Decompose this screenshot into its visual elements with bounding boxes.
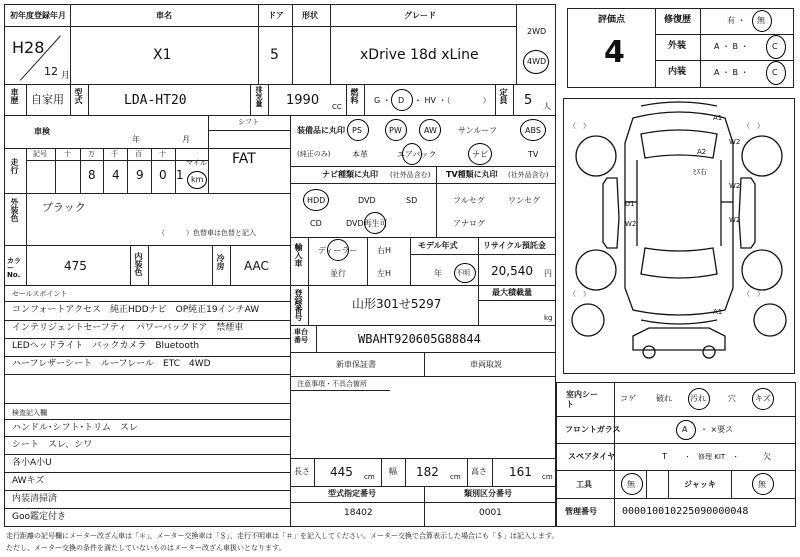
rear-window-top	[641, 248, 717, 278]
front-bumper	[641, 102, 717, 106]
length-label: 長さ	[294, 467, 310, 476]
max-load-label: 最大積載量	[492, 288, 532, 297]
mileage-col-juu: 十	[159, 150, 166, 158]
navi-sd: SD	[406, 196, 418, 205]
length-value: 445	[330, 465, 353, 479]
new-warranty-label: 新車保証書	[336, 360, 376, 369]
inspection-month: 月	[182, 135, 190, 144]
jack-value: 無	[758, 480, 766, 489]
selling-point-4: ハーフレザーシート ルーフレール ETC 4WD	[12, 359, 211, 369]
width-label: 幅	[389, 467, 397, 476]
fuel-label: 燃料	[350, 88, 359, 104]
equip-pw: PW	[389, 126, 402, 135]
mgmt-label: 管理番号	[565, 507, 597, 516]
tire-front-left	[576, 136, 616, 176]
score-value: 4	[604, 35, 625, 70]
windshield-label: フロントガラス	[565, 425, 621, 434]
drive-2wd: 2WD	[527, 27, 547, 36]
tv-analog: アナログ	[453, 219, 485, 228]
damage-a2: A2	[697, 148, 707, 156]
import-parallel: 並行	[330, 269, 346, 278]
exterior-options: A ・ B ・	[714, 42, 749, 51]
max-load-unit: kg	[544, 314, 553, 322]
height-unit: cm	[542, 473, 553, 481]
tv-fullseg: フルセグ	[453, 196, 485, 205]
first-reg-month: 12	[44, 65, 58, 78]
mileage-label: 走行	[10, 158, 19, 174]
width-unit: cm	[450, 473, 461, 481]
interior-options: A ・ B ・	[714, 68, 749, 77]
length-unit: cm	[364, 473, 375, 481]
model-year-label: モデル年式	[418, 241, 458, 250]
recycle-unit: 円	[544, 269, 552, 278]
reg-no-value: 山形301せ5297	[352, 297, 442, 311]
fuel-d: D	[398, 96, 405, 105]
inspection-label: 車検	[34, 127, 50, 136]
mileage-col-hyaku: 百	[135, 150, 142, 158]
seat-kizu: キズ	[755, 394, 771, 403]
chassis-label: 車台番号	[294, 328, 308, 345]
color-note: （ ）色替車は色替と記入	[158, 229, 256, 237]
notes-label: 注意事項・不具合箇所	[297, 380, 367, 388]
tire-paren-fr: （ ）	[743, 122, 764, 130]
model-label: 型式	[74, 88, 83, 104]
inspection-year: 年	[132, 135, 140, 144]
equip-leather: 本革	[352, 150, 368, 159]
equip-tv: TV	[528, 150, 539, 159]
side-left	[603, 178, 619, 248]
inspector-line-3: 各小A小U	[12, 458, 52, 468]
seat-yogore: 汚れ	[690, 394, 706, 403]
chassis-value: WBAHT920605G88844	[358, 332, 481, 346]
drive-4wd: 4WD	[527, 57, 547, 66]
inspector-line-6: Goo鑑定付き	[12, 512, 66, 522]
selling-point-2: インテリジェントセーフティ パワーバックドア 禁煙車	[12, 323, 244, 333]
mileage-digit-4: 0	[159, 168, 167, 182]
damage-w2-a: W2	[729, 138, 741, 146]
history-label: 車歴	[10, 88, 19, 104]
equip-airbag: エアバック	[397, 150, 437, 159]
grade-label: グレード	[404, 11, 436, 20]
repair-selected: 無	[757, 16, 765, 25]
color-value: ブラック	[42, 201, 86, 214]
navi-cd: CD	[310, 219, 322, 228]
damage-w2-c: W2	[729, 216, 741, 224]
tv-type-label: TV種類に丸印	[446, 170, 498, 179]
equip-ps: PS	[352, 126, 362, 135]
mileage-digit-5: 1	[176, 168, 184, 182]
damage-a1-front: A1	[713, 114, 723, 122]
inspector-label: 検査記入欄	[12, 409, 47, 417]
navi-type-label: ナビ種類に丸印	[322, 170, 378, 179]
interior-color-label: 内装色	[134, 252, 143, 276]
ac-label: 冷房	[216, 254, 225, 270]
mileage-digit-1: 8	[88, 168, 96, 182]
fuel-g: G ・	[374, 96, 391, 105]
grade-value: xDrive 18d xLine	[360, 47, 479, 63]
equip-sunroof: サンルーフ	[458, 126, 497, 135]
repair-label: 修復歴	[664, 15, 692, 25]
fuel-rest: ・ HV ・（ ）	[414, 96, 491, 105]
height-label: 高さ	[471, 467, 487, 476]
inspector-line-2: シート スレ、シワ	[12, 440, 93, 450]
color-label: 外装色	[10, 198, 19, 222]
capacity-value: 5	[524, 93, 533, 108]
windshield-rest: ・ ×要ス	[700, 425, 734, 434]
door-label: ドア	[268, 11, 284, 20]
repair-options: 有 ・	[727, 16, 746, 25]
tire-paren-rr: （ ）	[743, 290, 764, 298]
history-value: 自家用	[31, 93, 64, 106]
door-value: 5	[270, 47, 279, 63]
damage-w2-b: W2	[729, 182, 741, 190]
shape-label: 形状	[302, 11, 318, 20]
navi-dvd: DVD	[358, 196, 376, 205]
interior-selected: C	[772, 68, 778, 77]
body-top	[625, 112, 733, 315]
exterior-selected: C	[772, 42, 778, 51]
score-label: 評価点	[598, 15, 626, 25]
first-reg-label: 初年度登録年月	[10, 11, 66, 20]
import-left: 左H	[377, 269, 392, 278]
color-no-value: 475	[64, 259, 87, 273]
displacement-unit: CC	[332, 103, 342, 111]
shift-label: シフト	[238, 118, 259, 126]
damage-a1-rear: A1	[713, 308, 723, 316]
tire-spare-left	[572, 304, 604, 336]
model-value: LDA-HT20	[124, 93, 187, 108]
equip-navi: ナビ	[472, 150, 488, 159]
inspector-line-4: AWキズ	[12, 476, 45, 486]
recycle-label: リサイクル預託金	[483, 241, 546, 250]
mileage-digit-3: 9	[136, 168, 144, 182]
selling-point-1: コンフォートアクセス 純正HDDナビ OP純正19インチAW	[12, 305, 260, 315]
type-no-label: 型式指定番号	[328, 489, 376, 498]
tire-spare-right	[754, 304, 786, 336]
exterior-label: 外装	[668, 41, 687, 51]
seat-koge: コゲ	[620, 394, 636, 403]
navi-type-note: (社外品含む)	[390, 171, 431, 179]
rear-bumper	[641, 320, 717, 324]
class-no-label: 類別区分番号	[464, 489, 512, 498]
damage-u1: U1	[625, 200, 635, 208]
mileage-unit: km	[191, 175, 204, 184]
capacity-unit: 人	[543, 102, 551, 111]
navi-dvdplay: DVD再生可	[346, 219, 388, 228]
side-right	[739, 178, 755, 248]
tire-front-right	[742, 136, 782, 176]
equip-abs: ABS	[525, 126, 541, 135]
tools-label: 工具	[576, 480, 592, 489]
mgmt-value: 000010010225090000048	[622, 506, 749, 517]
model-year-year: 年	[434, 269, 442, 278]
seat-label: 室内シート	[566, 390, 598, 410]
tv-oneseg: ワンセグ	[508, 196, 540, 205]
class-no-value: 0001	[479, 508, 502, 518]
tv-type-note: (社外品含む)	[508, 171, 549, 179]
seat-yabure: 破れ	[656, 394, 672, 403]
spare-t: T	[662, 452, 667, 461]
mileage-col-man: 万	[88, 150, 95, 158]
capacity-label: 定員	[499, 88, 508, 104]
import-right: 右H	[377, 246, 392, 255]
mileage-digit-2: 4	[112, 168, 120, 182]
selling-point-3: LEDヘッドライト バックカメラ Bluetooth	[12, 341, 200, 351]
recycle-value: 20,540	[491, 264, 533, 278]
shift-value: FAT	[232, 151, 256, 167]
spare-ketsu: 欠	[763, 452, 771, 461]
spare-kit: ・ 修理 KIT ・	[684, 453, 740, 461]
tire-rear-right	[742, 250, 782, 290]
seat-ana: 穴	[728, 394, 736, 403]
width-value: 182	[416, 465, 439, 479]
tire-paren-rl: （ ）	[569, 290, 590, 298]
damage-ko-migi: ﾋｽ右	[693, 168, 707, 176]
car-outline-diagram	[563, 98, 795, 374]
color-no-label: カラーNo.	[7, 257, 21, 279]
footer-line-2: ただし、メーター交換の条件を満たしていないものはメーター改ざん車扱いとなります。	[6, 544, 286, 552]
damage-w2-left: W2	[625, 220, 637, 228]
mileage-col-10man: 十	[64, 150, 71, 158]
manual-label: 車両取説	[470, 360, 502, 369]
displacement-value: 1990	[286, 93, 320, 108]
tire-rear-left	[576, 250, 616, 290]
first-reg-month-unit: 月	[61, 71, 71, 81]
jack-label: ジャッキ	[684, 480, 716, 489]
tire-paren-fl: （ ）	[569, 122, 590, 130]
mileage-col-mile: マイル	[186, 159, 207, 167]
equipment-label: 装備品に丸印	[297, 126, 345, 135]
mileage-col-symbol: 記号	[33, 150, 47, 158]
inspector-line-1: ハンドル･シフト･トリム スレ	[12, 423, 139, 433]
equipment-sub: (純正のみ)	[297, 150, 331, 158]
car-name-value: X1	[153, 47, 172, 63]
import-dealer: ディーラー	[318, 246, 358, 255]
interior-label: 内装	[668, 67, 687, 77]
height-value: 161	[509, 465, 532, 479]
first-reg-era: H28	[12, 38, 45, 57]
ac-value: AAC	[244, 259, 269, 273]
navi-hdd: HDD	[307, 196, 326, 205]
windshield-a: A	[682, 425, 688, 434]
type-no-value: 18402	[344, 508, 373, 518]
car-name-label: 車名	[156, 11, 172, 20]
reg-no-label: 登録番号	[294, 289, 303, 321]
import-label: 輸入車	[294, 243, 303, 267]
equip-aw: AW	[424, 126, 437, 135]
displacement-label: 排気量	[255, 86, 263, 107]
tools-value: 無	[627, 480, 635, 489]
spare-label: スペアタイヤ	[568, 452, 616, 461]
footer-line-1: 走行距離の記号欄にメーター改ざん車は「＊」、メーター交換車は「＄」、走行不明車は「＃」を記入してください。メーター交換で合算表示した場合にも「＄」は記入します。	[6, 532, 559, 540]
model-year-unknown: 不明	[456, 269, 470, 277]
selling-points-label: セールスポイント	[12, 290, 68, 298]
inspector-line-5: 内装清掃済	[12, 494, 58, 504]
mileage-col-sen: 千	[111, 150, 118, 158]
